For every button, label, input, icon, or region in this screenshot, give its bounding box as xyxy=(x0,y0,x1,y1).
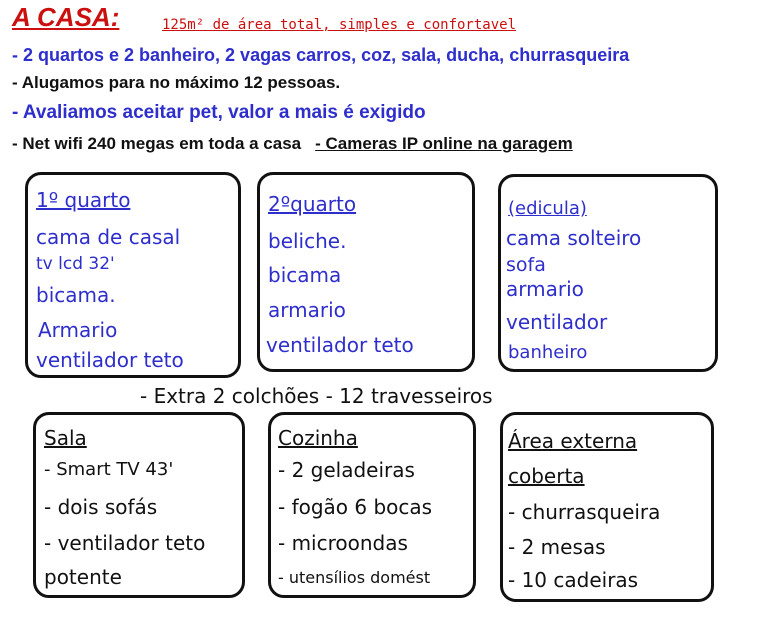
sala-title: Sala xyxy=(44,426,87,450)
area-title: Área externa xyxy=(508,429,638,453)
area-item: - 10 cadeiras xyxy=(508,568,639,592)
edicula-item: armario xyxy=(506,277,584,301)
sala-item: - dois sofás xyxy=(44,495,158,519)
cozinha-item: - 2 geladeiras xyxy=(278,458,415,482)
rooms-line: - 2 quartos e 2 banheiro, 2 vagas carros, coz, sala, ducha, churrasqueira xyxy=(12,45,630,65)
cozinha-title: Cozinha xyxy=(278,426,358,450)
area-item: - churrasqueira xyxy=(508,500,661,524)
quarto1-item: tv lcd 32' xyxy=(36,254,115,274)
quarto2-item: beliche. xyxy=(268,229,347,253)
edicula-item: sofa xyxy=(506,254,546,276)
guests-line: - Alugamos para no máximo 12 pessoas. xyxy=(12,73,341,92)
page-subtitle: 125m² de área total, simples e confortavel xyxy=(162,17,517,33)
quarto2-title: 2ºquarto xyxy=(268,192,357,216)
edicula-title: (edicula) xyxy=(508,198,587,219)
quarto2-item: armario xyxy=(268,298,346,322)
quarto1-title: 1º quarto xyxy=(36,188,131,212)
wifi-text: - Net wifi 240 megas em toda a casa xyxy=(12,134,302,153)
quarto1-item: cama de casal xyxy=(36,225,181,249)
sala-item: - Smart TV 43' xyxy=(44,459,174,480)
area-subtitle: coberta xyxy=(508,464,585,488)
page-title: A CASA: xyxy=(12,2,120,32)
extra-line: - Extra 2 colchões - 12 travesseiros xyxy=(140,384,493,408)
edicula-item: ventilador xyxy=(506,310,608,334)
cameras-text: - Cameras IP online na garagem xyxy=(315,134,573,153)
wifi-cameras-line xyxy=(12,134,573,154)
cozinha-item: - microondas xyxy=(278,531,408,555)
edicula-item: banheiro xyxy=(508,342,588,363)
pets-line: - Avaliamos aceitar pet, valor a mais é exigido xyxy=(12,102,426,123)
quarto2-item: bicama xyxy=(268,263,342,287)
cozinha-item: - fogão 6 bocas xyxy=(278,495,433,519)
quarto1-item: bicama. xyxy=(36,283,116,307)
area-item: - 2 mesas xyxy=(508,535,606,559)
sala-item: - ventilador teto xyxy=(44,531,206,555)
quarto1-item: Armario xyxy=(38,318,118,342)
quarto1-item: ventilador teto xyxy=(36,348,184,372)
edicula-item: cama solteiro xyxy=(506,226,642,250)
quarto2-item: ventilador teto xyxy=(266,333,414,357)
sala-item: potente xyxy=(44,565,122,589)
cozinha-item: - utensílios domést xyxy=(278,568,431,587)
